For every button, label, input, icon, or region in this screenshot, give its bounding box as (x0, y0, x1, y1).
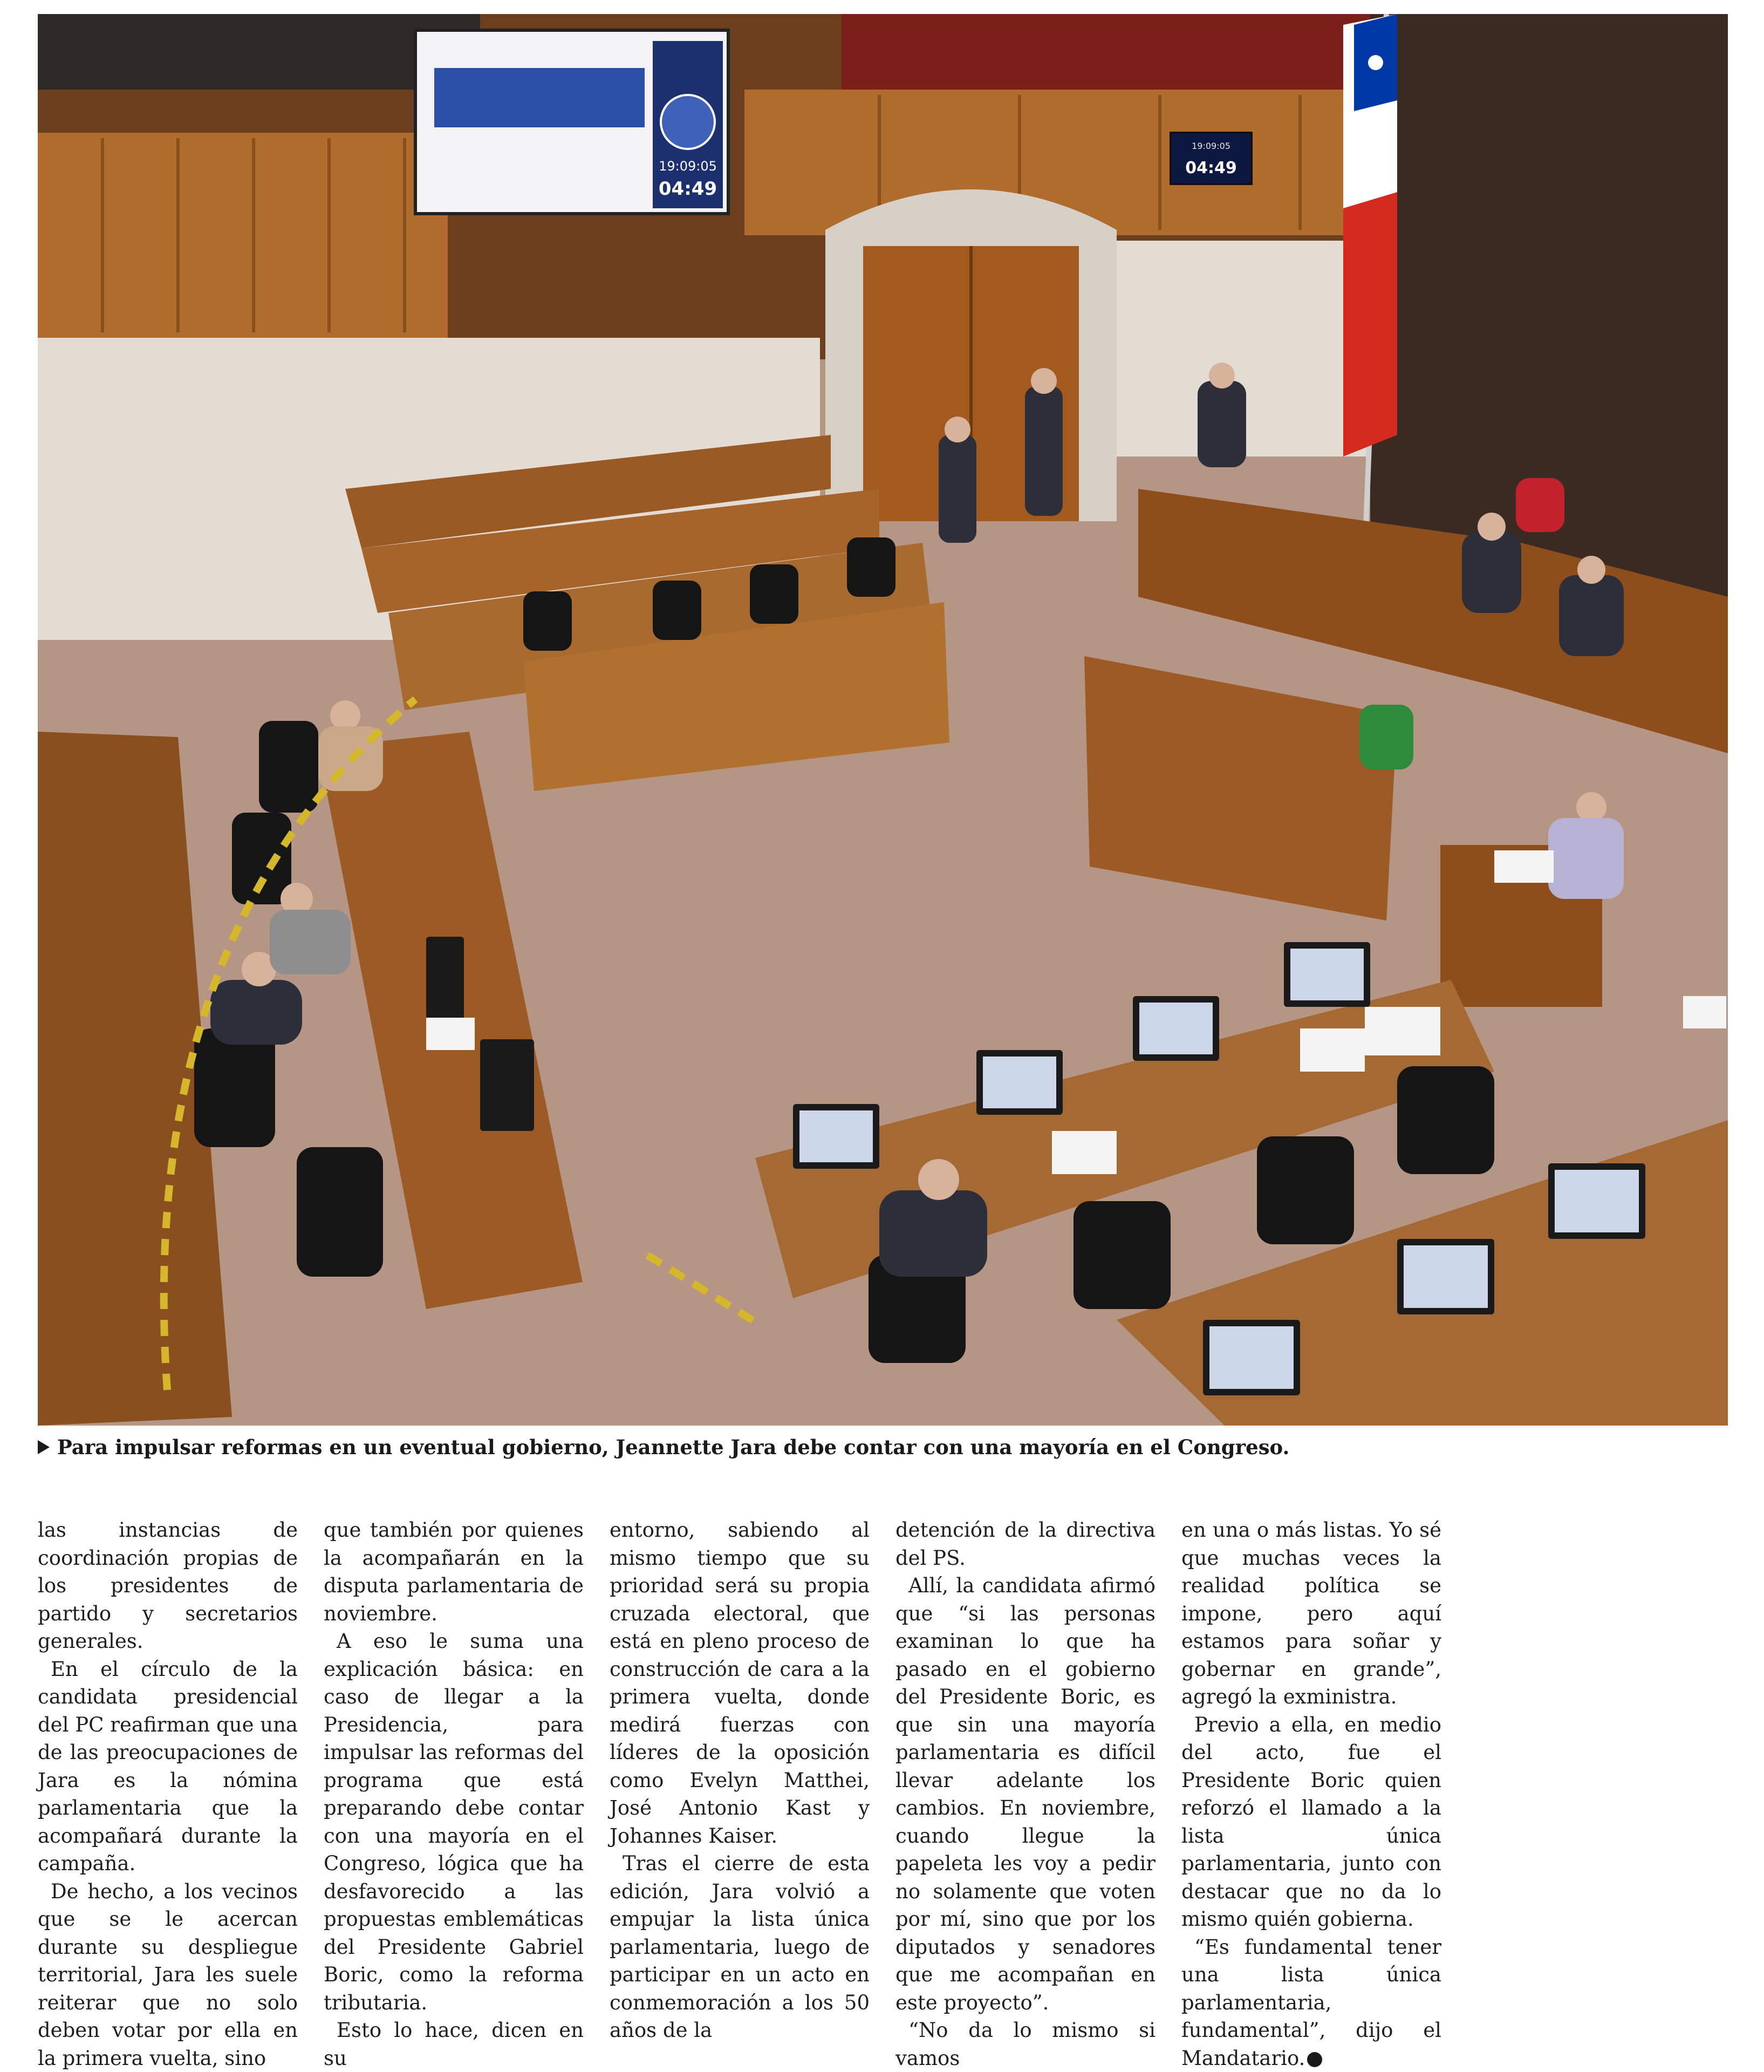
caption-triangle-icon (38, 1440, 50, 1454)
red-curtain (842, 14, 1381, 95)
wall-clock-text: 19:09:05 (1192, 141, 1230, 151)
article-body (38, 1516, 1451, 2013)
left-balcony-panel (38, 133, 448, 338)
photo-caption (38, 1431, 1728, 1463)
caption-text: Para impulsar reformas en un eventual gobierno, Jeannette Jara debe contar con una mayoría en el Congreso. (57, 1435, 1289, 1459)
paragraph: A eso le suma una explicación básica: en caso de llegar a la Presidencia, para impulsar las reformas del programa que está preparando debe contar con una mayoría en el Congreso, lógica que ha desfavorecido a las propuestas emblemáticas del Presidente Gabriel Boric, como la reforma tributaria. (324, 1627, 584, 2016)
end-of-article-icon (1307, 2052, 1322, 2067)
paragraph: las instancias de coordinación propias de los presidentes de partido y secretarios generales. (38, 1516, 298, 1655)
article-column-5 (1181, 1516, 1441, 2072)
paragraph: Esto lo hace, dicen en su (324, 2016, 584, 2072)
wall-timer-text: 04:49 (1185, 159, 1237, 178)
article-column-3 (610, 1516, 870, 2044)
paragraph: Allí, la candidata afirmó que “si las personas examinan lo que ha pasado en el gobierno del Presidente Boric, es que sin una mayoría parlamentaria es difícil llevar adelante los cambios. En noviembre, cuando llegue la papeleta les voy a pedir no solamente que voten por mí, sino que por los diputados y senadores que me acompañan en este proyecto”. (895, 1572, 1156, 2016)
paragraph: En el círculo de la candidata presidencial del PC reafirman que una de las preocupaciones de Jara es la nómina parlamentaria que la acompañará durante la campaña. (38, 1655, 298, 1878)
final-paragraph-text: “Es fundamental tener una lista única parlamentaria, fundamental”, dijo el Mandatario. (1181, 1935, 1441, 2070)
paragraph: Tras el cierre de esta edición, Jara volvió a empujar la lista única parlamentaria, luego de participar en un acto en conmemoración a los 50 años de la (610, 1850, 870, 2044)
projection-screen (415, 30, 728, 214)
paragraph: detención de la directiva del PS. (895, 1516, 1156, 1572)
senate-chamber-illustration (38, 14, 1728, 1426)
paragraph: que también por quienes la acompañarán en la disputa parlamentaria de noviembre. (324, 1516, 584, 1627)
wall-clock-display (1171, 133, 1252, 184)
screen-timer-text: 04:49 (659, 178, 717, 200)
paragraph: Previo a ella, en medio del acto, fue el Presidente Boric quien reforzó el llamado a la lista única parlamentaria, junto con destacar que no da lo mismo quién gobierna. (1181, 1711, 1441, 1933)
article-photo (38, 14, 1728, 1426)
paragraph-final (1181, 1933, 1441, 2072)
article-column-4 (895, 1516, 1156, 2072)
paragraph: De hecho, a los vecinos que se le acercan durante su despliegue territorial, Jara les suele reiterar que no solo deben votar por ella en la primera vuelta, sino (38, 1878, 298, 2072)
paragraph: en una o más listas. Yo sé que muchas veces la realidad política se impone, pero aquí estamos para soñar y gobernar en grande”, agregó la exministra. (1181, 1516, 1441, 1711)
screen-clock-text: 19:09:05 (659, 159, 717, 174)
paragraph: “No da lo mismo si vamos (895, 2016, 1156, 2072)
article-column-1 (38, 1516, 298, 2072)
paragraph: entorno, sabiendo al mismo tiempo que su prioridad será su propia cruzada electoral, que está en pleno proceso de construcción de cara a la primera vuelta, donde medirá fuerzas con líderes de la oposición como Evelyn Matthei, José Antonio Kast y Johannes Kaiser. (610, 1516, 870, 1850)
article-column-2 (324, 1516, 584, 2072)
